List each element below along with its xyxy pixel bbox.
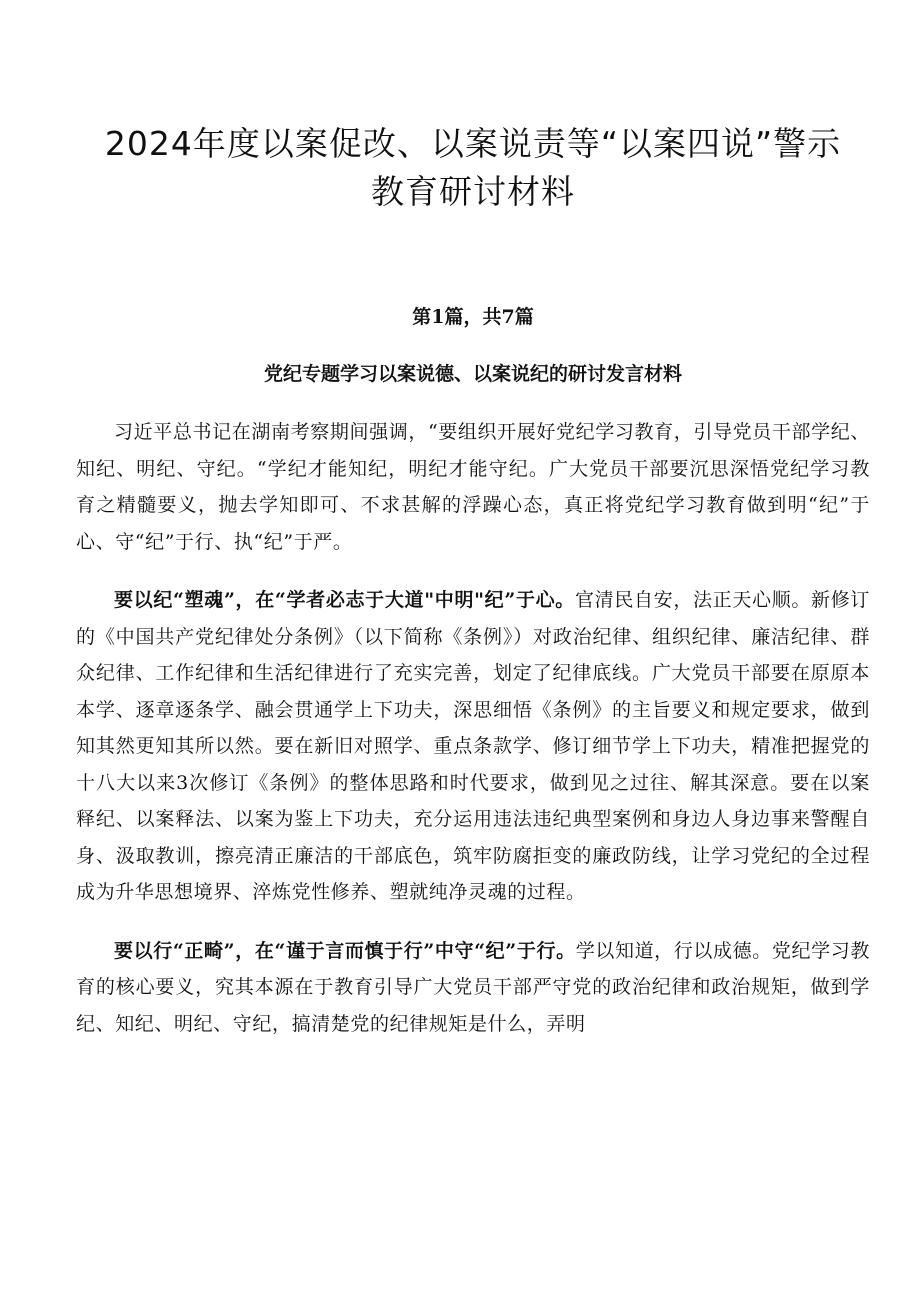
paragraph-discipline-soul	[76, 582, 870, 911]
part-label: 第1篇，共7篇	[412, 306, 534, 328]
paragraph-body: 学以知道，行以成德。党纪学习教育的核心要义，究其本源在于教育引导广大党员干部严守党的政治纪律和政治规矩，做到学纪、知纪、明纪、守纪，搞清楚党的纪律规矩是什么，弄明	[76, 939, 870, 1035]
document-title-line-2: 教育研讨材料	[371, 172, 575, 211]
paragraph-body: 习近平总书记在湖南考察期间强调，“要组织开展好党纪学习教育，引导党员干部学纪、知纪、明纪、守纪。“学纪才能知纪，明纪才能守纪。广大党员干部要沉思深悟党纪学习教育之精髓要义，抛去学知即可、不求甚解的浮躁心态，真正将党纪学习教育做到明“纪”于心、守“纪”于行、执“纪”于严。	[76, 421, 870, 553]
paragraph-intro	[76, 414, 870, 560]
document-title	[76, 120, 870, 216]
document-title-line-1: 2024年度以案促改、以案说责等“以案四说”警示	[104, 124, 842, 163]
speech-title: 党纪专题学习以案说德、以案说纪的研讨发言材料	[263, 363, 682, 385]
paragraph-lead: 要以纪“塑魂”，在“学者必志于大道"中明"纪”于心。	[114, 589, 575, 611]
paragraph-lead: 要以行“正畸”，在“谨于言而慎于行”中守“纪”于行。	[114, 939, 576, 962]
paragraph-body: 官清民自安，法正天心顺。新修订的《中国共产党纪律处分条例》（以下简称《条例》）对政治纪律、组织纪律、廉洁纪律、群众纪律、工作纪律和生活纪律进行了充实完善，划定了纪律底线。广大党员干部要在原原本本学、逐章逐条学、融会贯通学上下功夫，深思细悟《条例》的主旨要义和规定要求，做到知其然更知其所以然。要在新旧对照学、重点条款学、修订细节学上下功夫，精准把握党的十八大以来3次修订《条例》的整体思路和时代要求，做到见之过往、解其深意。要在以案释纪、以案释法、以案为鉴上下功夫，充分运用违法违纪典型案例和身边人身边事来警醒自身、汲取教训，擦亮清正廉洁的干部底色，筑牢防腐拒变的廉政防线，让学习党纪的全过程成为升华思想境界、淬炼党性修养、塑就纯净灵魂的过程。	[76, 589, 870, 903]
paragraph-conduct	[76, 933, 870, 1043]
